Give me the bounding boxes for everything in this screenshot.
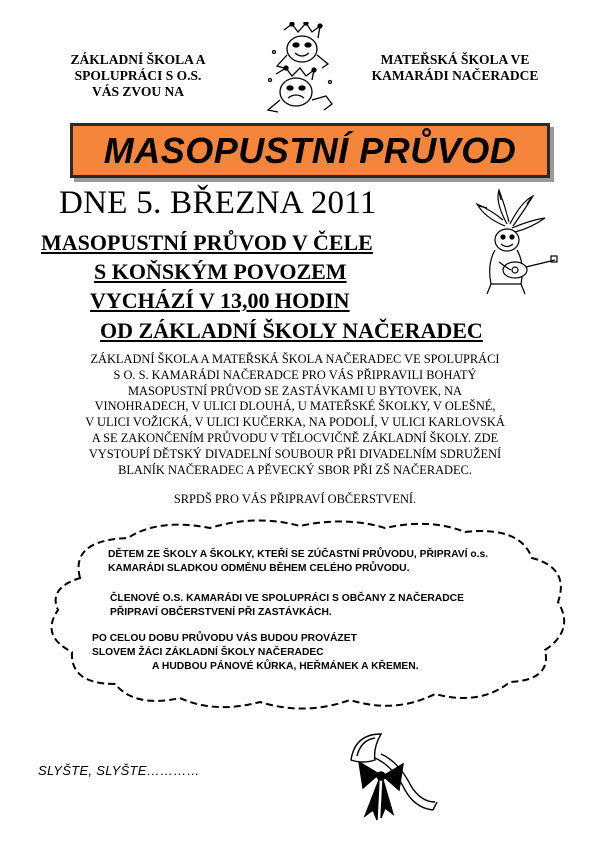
cloud-block-3 (92, 632, 419, 674)
subheading: S KOŇSKÝM POVOZEM (94, 259, 347, 284)
paragraph-line: ZÁKLADNÍ ŠKOLA A MATEŘSKÁ ŠKOLA NAČERADEC VE SPOLUPRÁCI (90, 352, 500, 366)
paragraph-line: BLANÍK NAČERADEC A PĚVECKÝ SBOR PŘI ZŠ NAČERADEC. (118, 462, 472, 477)
cloud-line: PŘIPRAVÍ OBČERSTVENÍ PŘI ZASTÁVKÁCH. (110, 607, 332, 618)
header-left-line: VÁS ZVOU NA (92, 84, 184, 99)
header-left (48, 52, 228, 100)
subheading: MASOPUSTNÍ PRŮVOD V ČELE (41, 230, 373, 255)
paragraph-line: MASOPUSTNÍ PRŮVOD SE ZASTÁVKAMI U BYTOVEK, NA (128, 383, 462, 398)
paragraph-line: V ULICI VOŽICKÁ, V ULICI KUČERKA, NA PODOLÍ, V ULICI KARLOVSKÁ (85, 415, 505, 430)
header-left-line: ZÁKLADNÍ ŠKOLA A (70, 52, 206, 67)
refreshment-note: SRPDŠ PRO VÁS PŘIPRAVÍ OBČERSTVENÍ. (173, 492, 417, 506)
paragraph-line: S O. S. KAMARÁDI NAČERADCE PRO VÁS PŘIPRAVILI BOHATÝ (113, 367, 477, 382)
header-right-line: KAMARÁDI NAČERADCE (371, 68, 539, 83)
header-right (346, 52, 564, 84)
header-right-line: MATEŘSKÁ ŠKOLA VE (380, 52, 530, 67)
slyste-text: SLYŠTE, SLYŠTE………… (38, 763, 200, 778)
header-left-line: SPOLUPRÁCI S O.S. (74, 68, 202, 83)
cloud-line: A HUDBOU PÁNOVÉ KŮRKA, HEŘMÁNEK A KŘEMEN. (152, 661, 419, 672)
banner-title: MASOPUSTNÍ PRŮVOD (103, 129, 517, 171)
cloud-line: PO CELOU DOBU PRŮVODU VÁS BUDOU PROVÁZET (92, 633, 357, 644)
cloud-block-1 (108, 548, 488, 576)
cloud-block-2 (110, 592, 464, 620)
event-date: DNE 5. BŘEZNA 2011 (59, 185, 377, 221)
subheading: VYCHÁZÍ V 13,00 HODIN (90, 288, 350, 313)
cloud-line: SLOVEM ŽÁCI ZÁKLADNÍ ŠKOLY NAČERADEC (92, 647, 324, 658)
paragraph-line: A SE ZAKONČENÍM PRŮVODU V TĚLOCVIČNĚ ZÁKLADNÍ ŠKOLY. ZDE (91, 430, 499, 445)
subheading: OD ZÁKLADNÍ ŠKOLY NAČERADEC (100, 318, 483, 343)
paragraph-line: VINOHRADECH, V ULICI DLOUHÁ, U MATEŘSKÉ ŠKOLKY, V OLEŠNÉ, (94, 399, 496, 414)
horn-bow-illustration (345, 730, 440, 825)
cloud-line: KAMARÁDI SLADKOU ODMĚNU BĚHEM CELÉHO PRŮVODU. (108, 563, 410, 574)
jester-masks-illustration (262, 22, 342, 117)
jester-guitar-illustration (465, 188, 560, 298)
cloud-line: ČLENOVÉ O.S. KAMARÁDI VE SPOLUPRÁCI S OBČANY Z NAČERADCE (110, 593, 464, 604)
cloud-line: DĚTEM ZE ŠKOLY A ŠKOLKY, KTEŘÍ SE ZÚČASTNÍ PRŮVODU, PŘIPRAVÍ o.s. (108, 549, 489, 560)
paragraph-line: VYSTOUPÍ DĚTSKÝ DIVADELNÍ SOUBOUR PŘI DIVADELNÍM SDRUŽENÍ (88, 446, 502, 461)
description-paragraph (30, 352, 560, 478)
title-banner (70, 123, 550, 178)
